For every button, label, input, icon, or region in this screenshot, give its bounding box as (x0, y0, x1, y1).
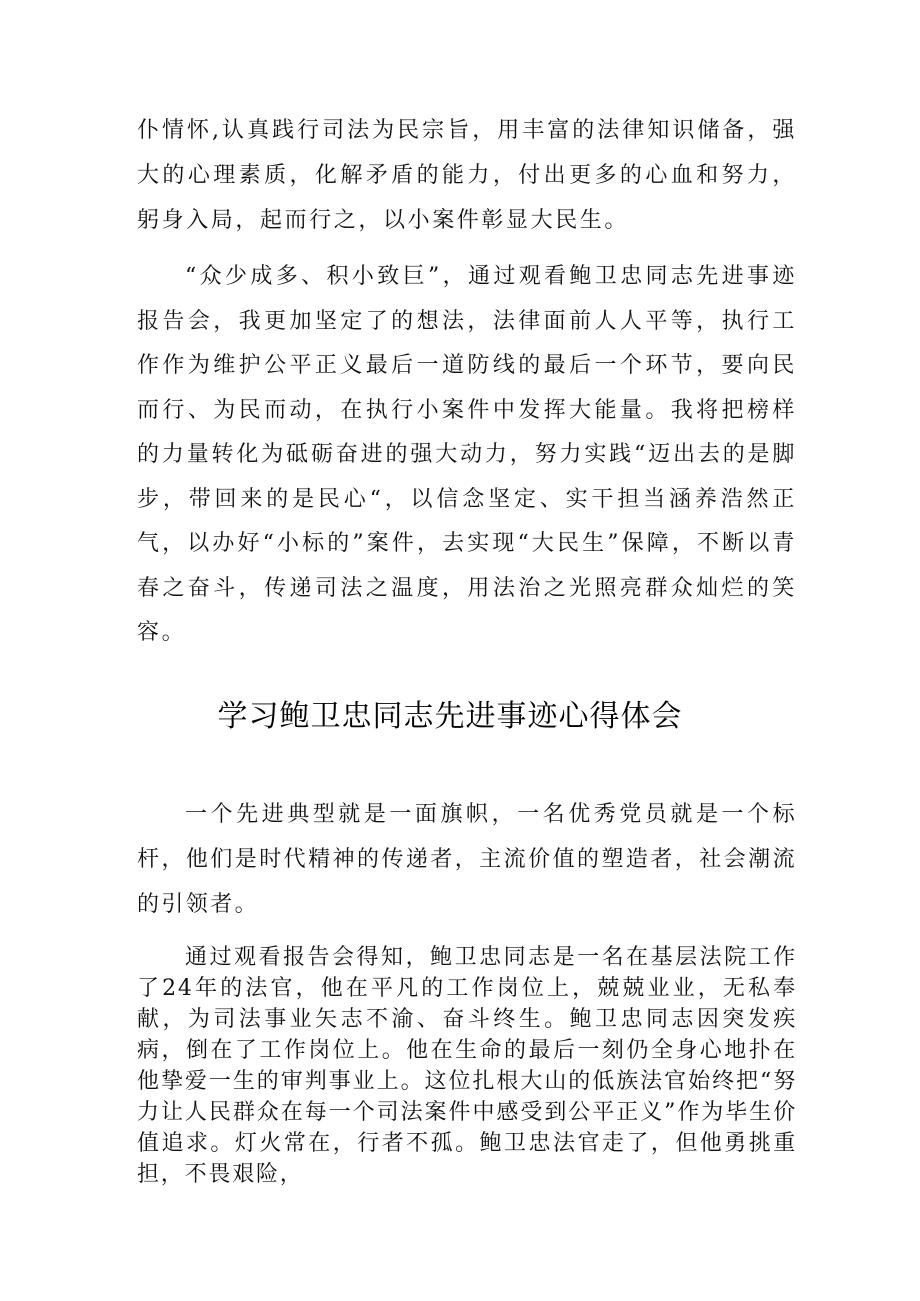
paragraph-continued: 仆情怀,认真践行司法为民宗旨，用丰富的法律知识储备，强大的心理素质，化解矛盾的能力，付出更多的心血和努力，躬身入局，起而行之，以小案件彰显大民生。 (137, 118, 797, 233)
paragraph-2: “众少成多、积小致巨”，通过观看鲍卫忠同志先进事迹报告会，我更加坚定了的想法，法律面前人人平等，执行工作作为维护公平正义最后一道防线的最后一个环节，要向民而行、为民而动，在执行小案件中发挥大能量。我将把榜样的力量转化为砥砺奋进的强大动力，努力实践“迈出去的是脚步，带回来的是民心“，以信念坚定、实干担当涵养浩然正气，以办好“小标的”案件，去实现“大民生”保障，不断以青春之奋斗，传递司法之温度，用法治之光照亮群众灿烂的笑容。 (137, 264, 797, 645)
page-title: 学习鲍卫忠同志先进事迹心得体会 (217, 699, 683, 734)
paragraph-4: 通过观看报告会得知，鲍卫忠同志是一名在基层法院工作了24年的法官，他在平凡的工作岗位上，兢兢业业，无私奉献，为司法事业矢志不渝、奋斗终生。鲍卫忠同志因突发疾病，倒在了工作岗位上。他在生命的最后一刻仍全身心地扑在他挚爱一生的审判事业上。这位扎根大山的低族法官始终把“努力让人民群众在每一个司法案件中感受到公平正义”作为毕生价值追求。灯火常在，行者不孤。鲍卫忠法官走了，但他勇挑重担，不畏艰险， (137, 945, 797, 1187)
paragraph-3: 一个先进典型就是一面旗帜，一名优秀党员就是一个标杆，他们是时代精神的传递者，主流价值的塑造者，社会潮流的引领者。 (137, 802, 797, 917)
